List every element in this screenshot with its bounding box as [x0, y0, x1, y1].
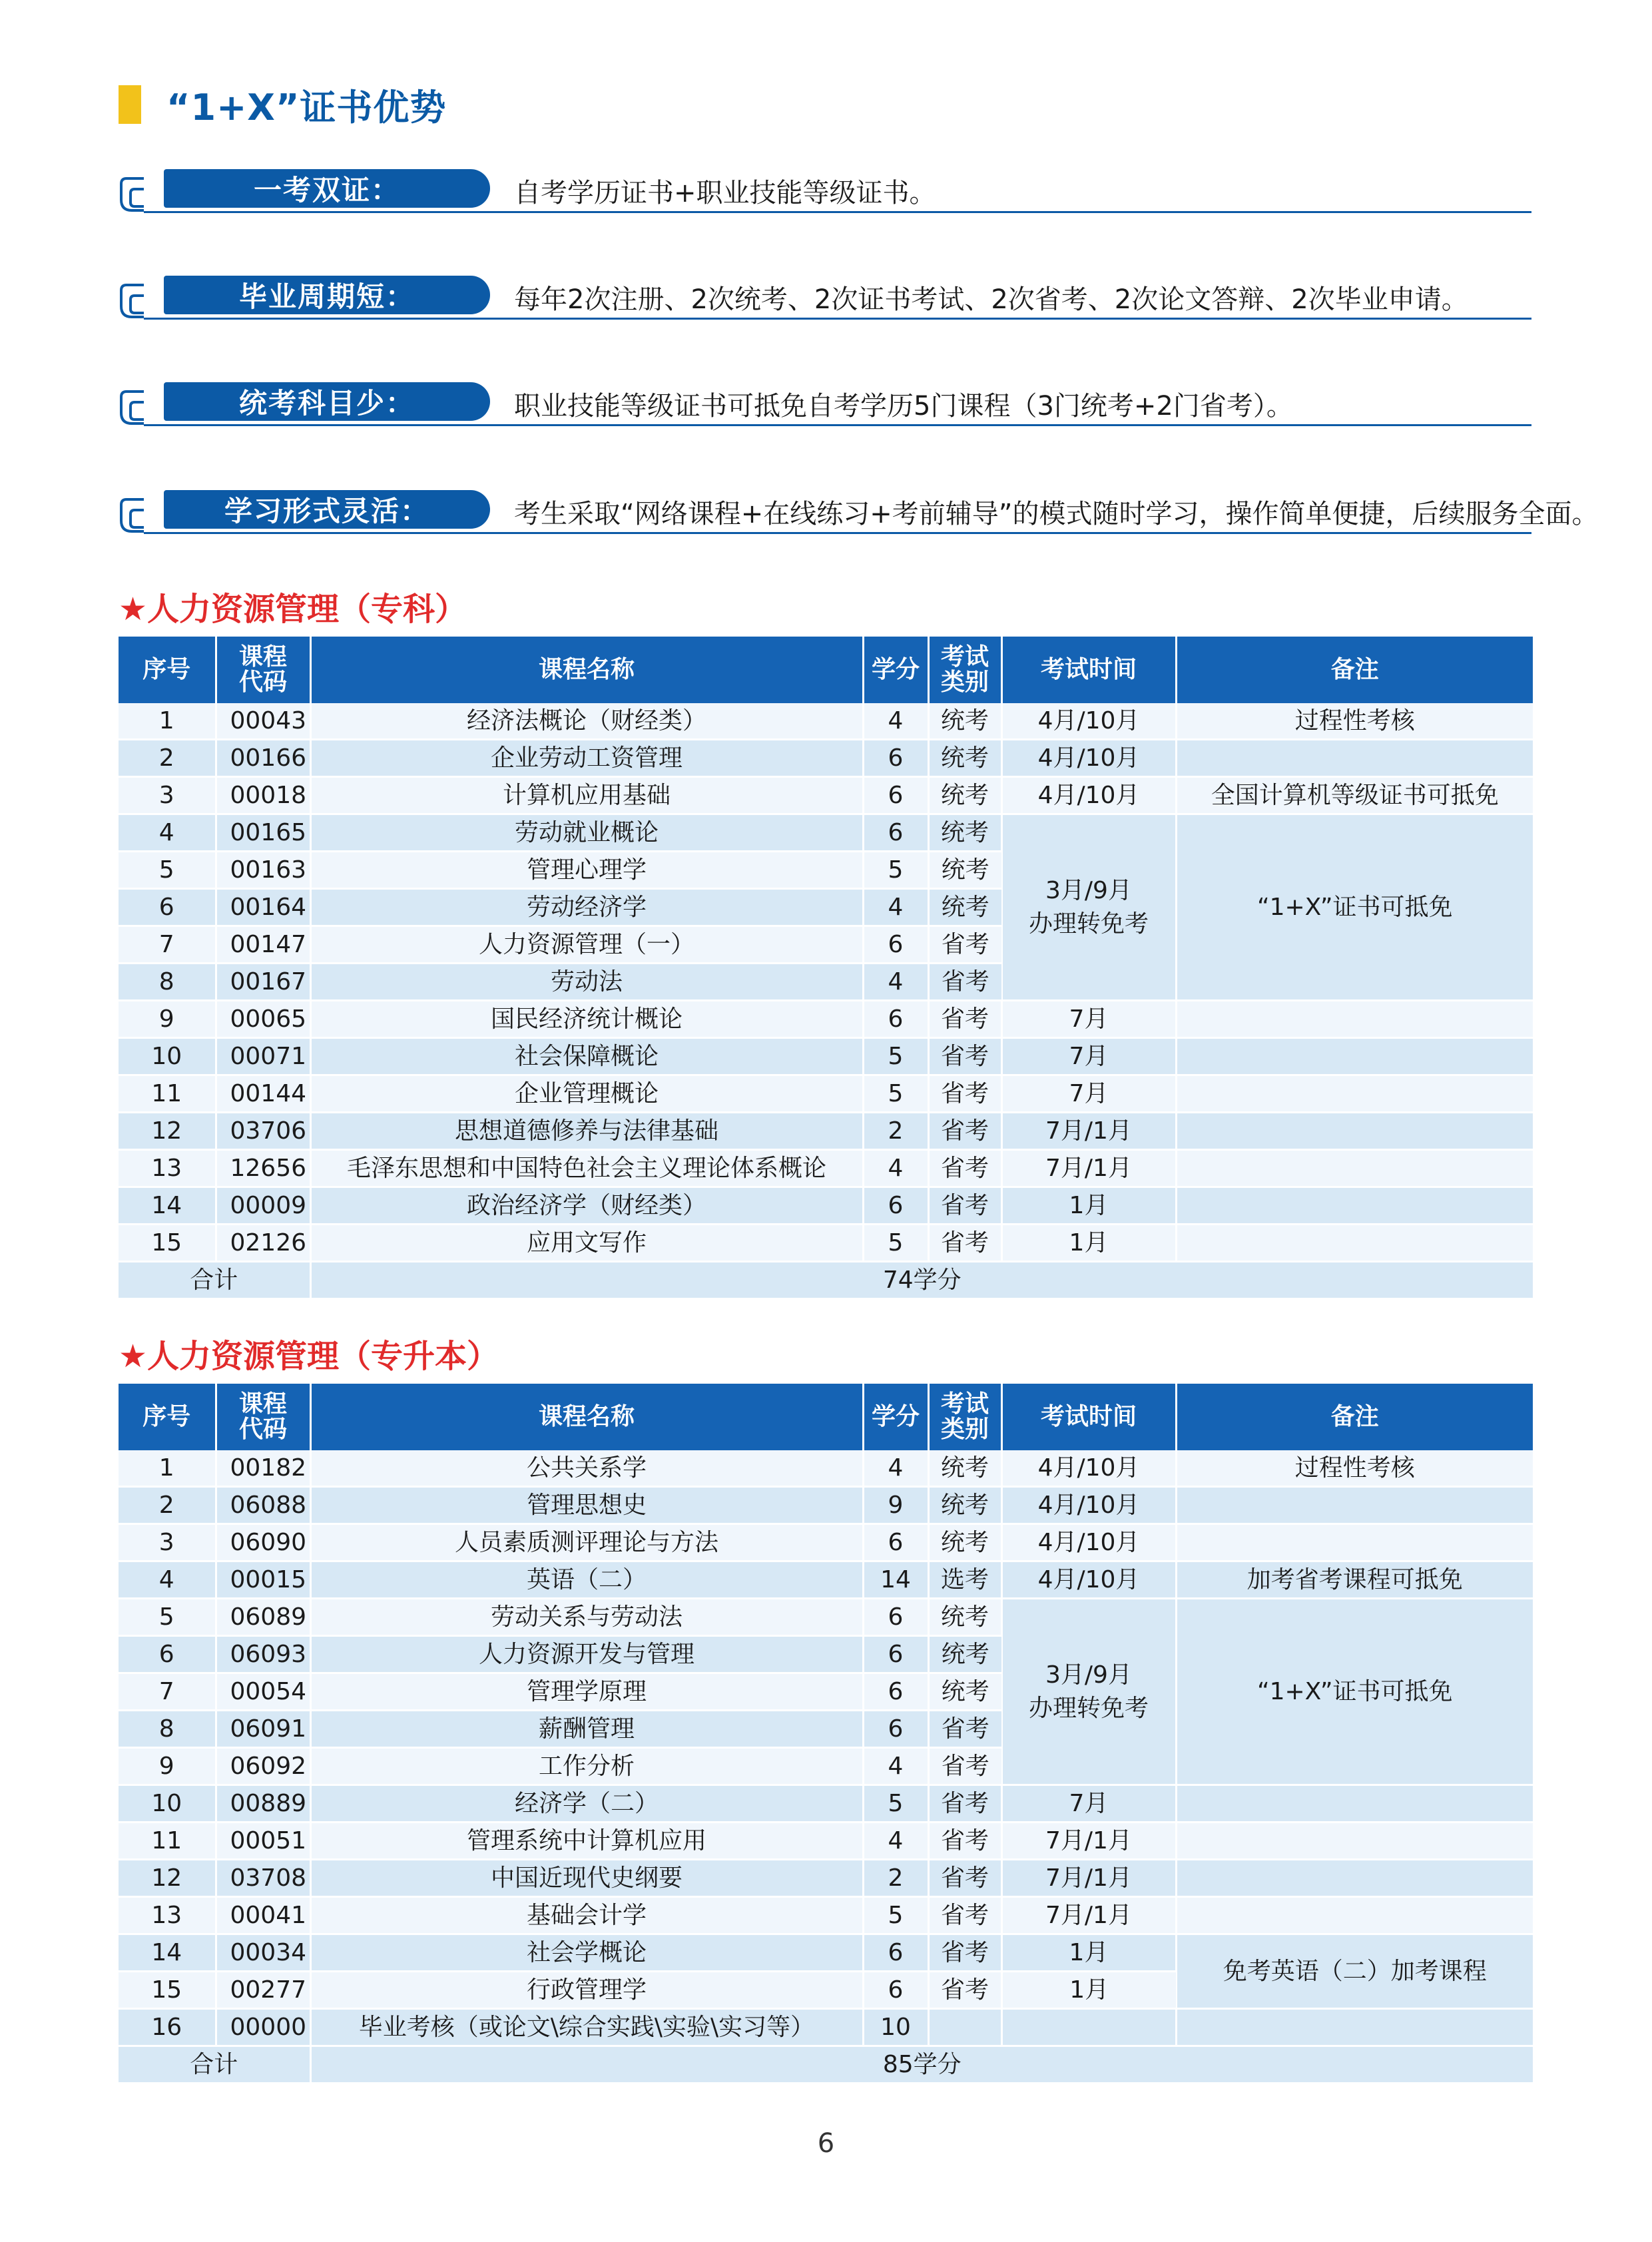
section-title: “1+X”证书优势: [166, 86, 447, 129]
merged-note-cell: “1+X”证书可抵免: [1176, 814, 1533, 1001]
col-note: 备注: [1176, 637, 1533, 703]
col-name: 课程名称: [310, 637, 863, 703]
table-row: 4 00015 英语（二） 14 选考 4月/10月 加考省考课程可抵免: [119, 1561, 1533, 1599]
col-type: 考试 类别: [928, 1384, 1001, 1450]
table-row: 4 00165 劳动就业概论 6 统考 3月/9月 办理转免考 “1+X”证书可抵免: [119, 814, 1533, 852]
col-seq: 序号: [119, 637, 216, 703]
col-seq: 序号: [119, 1384, 216, 1450]
total-label: 合计: [119, 2046, 310, 2084]
total-value: 85学分: [310, 2046, 1533, 2084]
table-total-row: [119, 1262, 1533, 1299]
table-row: 11 00051 管理系统中计算机应用 4 省考 7月/1月: [119, 1822, 1533, 1860]
advantage-row: [117, 169, 1531, 213]
table-header: [119, 637, 1533, 703]
section-header: [119, 81, 446, 128]
col-type: 考试 类别: [928, 637, 1001, 703]
advantage-text: 职业技能等级证书可抵免自考学历5门课程（3门统考+2门省考）。: [514, 391, 1293, 421]
table-row: 1 00182 公共关系学 4 统考 4月/10月 过程性考核: [119, 1450, 1533, 1487]
table-row: 7 00054 管理学原理 6 统考: [119, 1673, 1533, 1711]
table-row: 9 06092 工作分析 4 省考: [119, 1748, 1533, 1785]
advantage-label: 毕业周期短：: [164, 276, 490, 314]
col-time: 考试时间: [1001, 1384, 1176, 1450]
advantage-text: 考生采取“网络课程+在线练习+考前辅导”的模式随时学习，操作简单便捷，后续服务全面。: [514, 499, 1599, 529]
col-code: 课程 代码: [216, 1384, 310, 1450]
advantage-text: 每年2次注册、2次统考、2次证书考试、2次省考、2次论文答辩、2次毕业申请。: [514, 284, 1468, 315]
table-row: 5 06089 劳动关系与劳动法 6 统考 3月/9月 办理转免考 “1+X”证书可抵免: [119, 1599, 1533, 1636]
advantage-text: 自考学历证书+职业技能等级证书。: [514, 178, 936, 208]
table-row: 10 00071 社会保障概论 5 省考 7月: [119, 1038, 1533, 1075]
table-row: 16 00000 毕业考核（或论文\综合实践\实验\实习等） 10: [119, 2009, 1533, 2046]
table-row: 14 00034 社会学概论 6 省考 1月 免考英语（二）加考课程: [119, 1934, 1533, 1972]
table-row: 6 00164 劳动经济学 4 统考: [119, 889, 1533, 926]
table-row: 10 00889 经济学（二） 5 省考 7月: [119, 1785, 1533, 1822]
advantage-label: 学习形式灵活：: [164, 490, 490, 529]
bracket-icon: [117, 173, 158, 214]
table-row: 11 00144 企业管理概论 5 省考 7月: [119, 1075, 1533, 1113]
bracket-icon: [117, 494, 158, 535]
divider: [144, 532, 1531, 534]
divider: [144, 424, 1531, 426]
advantage-row: [117, 382, 1531, 426]
bracket-icon: [117, 280, 158, 321]
merged-time-cell: 3月/9月 办理转免考: [1001, 814, 1176, 1001]
course-table-associate: [119, 637, 1533, 1300]
merged-note-cell: “1+X”证书可抵免: [1176, 1599, 1533, 1785]
col-code: 课程 代码: [216, 637, 310, 703]
advantage-label: 统考科目少：: [164, 382, 490, 421]
page-number: 6: [817, 2128, 835, 2159]
col-time: 考试时间: [1001, 637, 1176, 703]
table-row: 15 02126 应用文写作 5 省考 1月: [119, 1225, 1533, 1262]
table-total-row: [119, 2046, 1533, 2084]
table-row: 13 12656 毛泽东思想和中国特色社会主义理论体系概论 4 省考 7月/1月: [119, 1150, 1533, 1187]
col-credit: 学分: [863, 637, 928, 703]
divider: [144, 318, 1531, 320]
table-header: [119, 1384, 1533, 1450]
total-value: 74学分: [310, 1262, 1533, 1299]
table-row: 2 06088 管理思想史 9 统考 4月/10月: [119, 1487, 1533, 1524]
merged-time-cell: 3月/9月 办理转免考: [1001, 1599, 1176, 1785]
table-row: 3 06090 人员素质测评理论与方法 6 统考 4月/10月: [119, 1524, 1533, 1561]
col-name: 课程名称: [310, 1384, 863, 1450]
table-row: 13 00041 基础会计学 5 省考 7月/1月: [119, 1897, 1533, 1934]
table-row: 2 00166 企业劳动工资管理 6 统考 4月/10月: [119, 740, 1533, 777]
table-row: 1 00043 经济法概论（财经类） 4 统考 4月/10月 过程性考核: [119, 703, 1533, 740]
advantage-row: [117, 276, 1531, 320]
table-row: 6 06093 人力资源开发与管理 6 统考: [119, 1636, 1533, 1673]
total-label: 合计: [119, 1262, 310, 1299]
table-row: 12 03708 中国近现代史纲要 2 省考 7月/1月: [119, 1860, 1533, 1897]
bracket-icon: [117, 386, 158, 427]
advantage-row: [117, 490, 1599, 534]
table-row: 7 00147 人力资源管理（一） 6 省考: [119, 926, 1533, 964]
advantage-label: 一考双证：: [164, 169, 490, 208]
merged-note-cell: 免考英语（二）加考课程: [1176, 1934, 1533, 2009]
program-title: ★人力资源管理（专科）: [119, 591, 467, 628]
table-row: 8 00167 劳动法 4 省考: [119, 964, 1533, 1001]
table-row: 14 00009 政治经济学（财经类） 6 省考 1月: [119, 1187, 1533, 1225]
table-row: 15 00277 行政管理学 6 省考 1月: [119, 1972, 1533, 2009]
table-row: 8 06091 薪酬管理 6 省考: [119, 1711, 1533, 1748]
col-credit: 学分: [863, 1384, 928, 1450]
section-marker: [119, 85, 141, 124]
program-title: ★人力资源管理（专升本）: [119, 1338, 499, 1375]
table-row: 9 00065 国民经济统计概论 6 省考 7月: [119, 1001, 1533, 1038]
col-note: 备注: [1176, 1384, 1533, 1450]
table-row: 3 00018 计算机应用基础 6 统考 4月/10月 全国计算机等级证书可抵免: [119, 777, 1533, 814]
divider: [144, 211, 1531, 213]
table-row: 5 00163 管理心理学 5 统考: [119, 852, 1533, 889]
course-table-bachelor: [119, 1384, 1533, 2084]
table-row: 12 03706 思想道德修养与法律基础 2 省考 7月/1月: [119, 1113, 1533, 1150]
